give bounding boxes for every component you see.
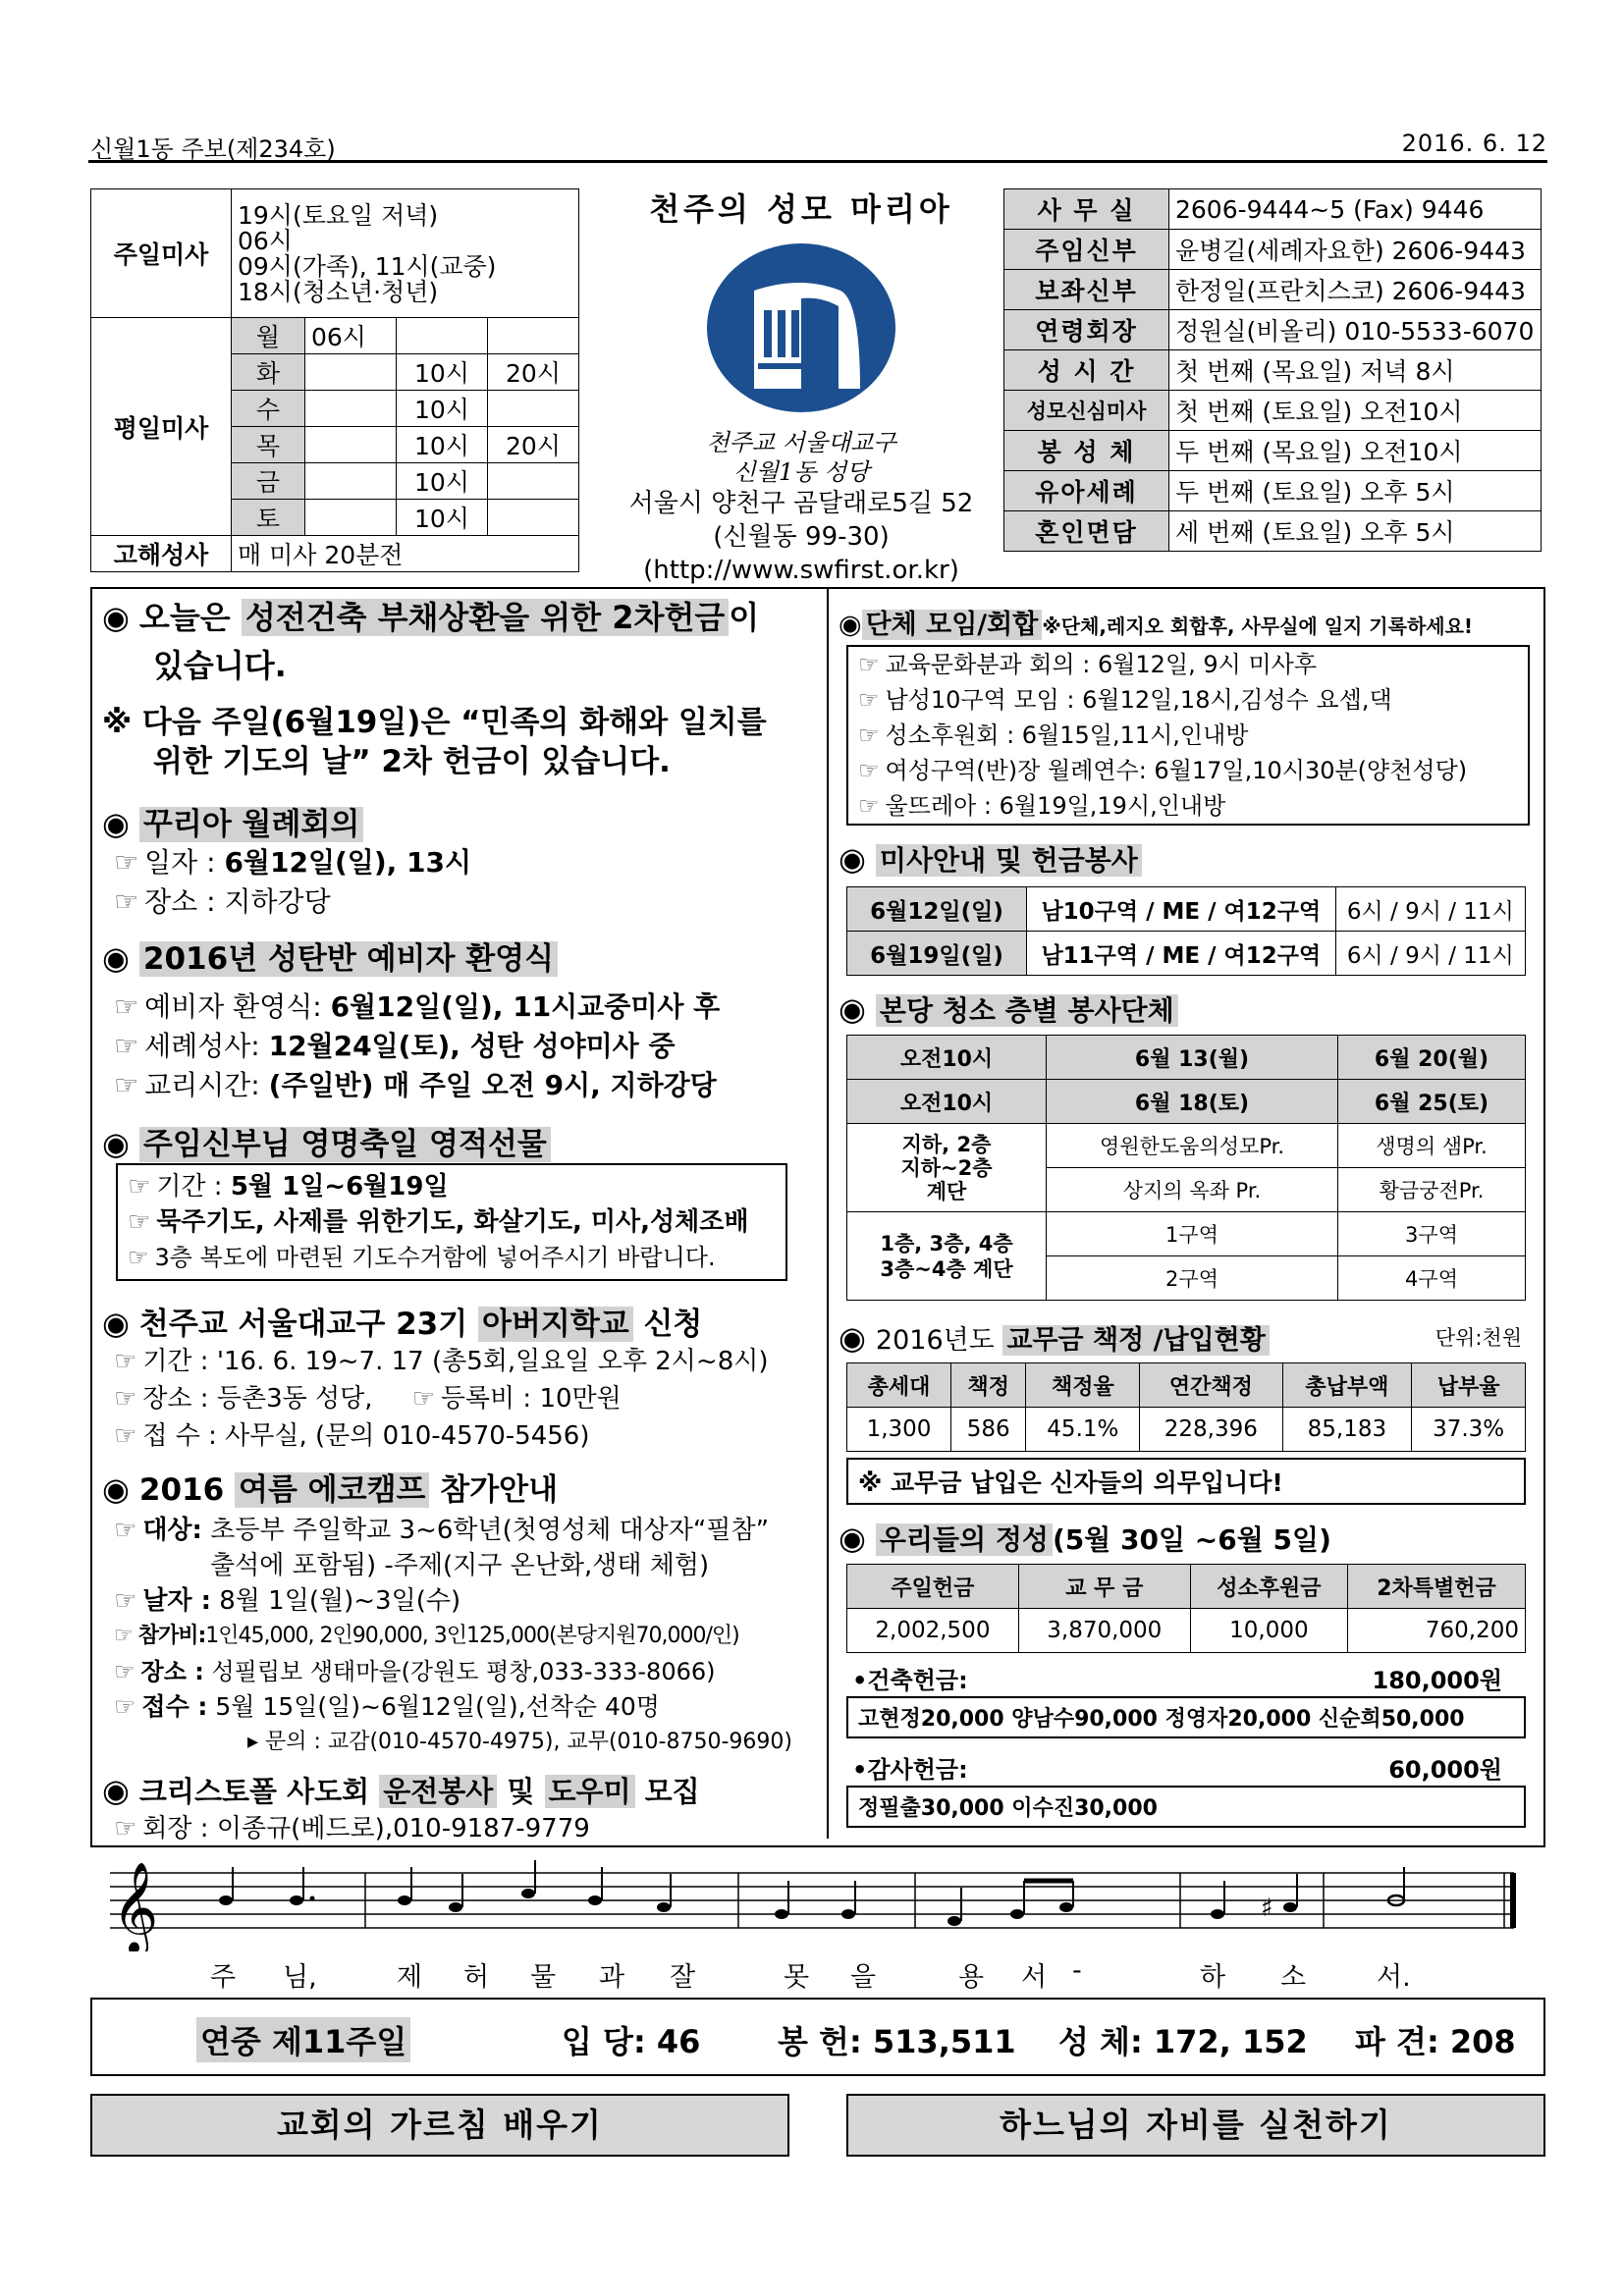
office-value: 한정일(프란치스코) 2606-9443 <box>1169 270 1542 310</box>
section-christopher: ◉ 크리스토폴 사도회 운전봉사 및 도우미 모집 <box>102 1772 700 1809</box>
pointing-hand-icon: ☞ <box>114 1384 137 1414</box>
confession-label: 고해성사 <box>91 536 232 572</box>
bulletin-date: 2016. 6. 12 <box>1401 130 1547 157</box>
weekday-time: 10시 <box>397 354 488 391</box>
dues-value: 85,183 <box>1282 1408 1412 1452</box>
eco-camp-target: ☞ 대상: 초등부 주일학교 3~6학년(첫영성체 대상자“필참” <box>114 1516 770 1545</box>
section-dues: ◉ 2016년도 교무금 책정 /납입현황 단위:천원 <box>839 1319 1522 1357</box>
weekday-time: 10시 <box>397 500 488 536</box>
weekday-day: 토 <box>232 500 305 536</box>
offering-value: 760,200 <box>1348 1609 1526 1653</box>
service-times: 6시 / 9시 / 11시 <box>1335 932 1525 976</box>
bullet-icon: ◉ <box>102 1772 130 1809</box>
svg-text:♯: ♯ <box>1261 1894 1273 1923</box>
weekly-stats-bar <box>90 1998 1545 2076</box>
bullet-icon: ◉ <box>102 939 130 977</box>
logo-text-diocese: 천주교 서울대교구 <box>706 429 896 456</box>
cleaning-group: 황금궁전Pr. <box>1338 1168 1526 1212</box>
eco-camp-apply: ☞ 접수 : 5월 15일(일)~6월12일(일),선착순 40명 <box>114 1692 660 1721</box>
feast-gift-note: ☞ 3층 복도에 마련된 기도수거함에 넣어주시기 바랍니다. <box>128 1244 716 1271</box>
father-school-registration: ☞ 접 수 : 사무실, (문의 010-4570-5456) <box>114 1421 590 1451</box>
teaching-title: 교회의 가르침 배우기 <box>90 2094 789 2157</box>
office-value: 윤병길(세례자요한) 2606-9443 <box>1169 230 1542 270</box>
office-value: 두 번째 (토요일) 오후 5시 <box>1169 471 1542 511</box>
offering-value: 2,002,500 <box>847 1609 1019 1653</box>
section-eco-camp: ◉ 2016 여름 에코캠프 참가안내 <box>102 1470 559 1508</box>
meeting-item: ☞ 울뜨레아 : 6월19일,19시,인내방 <box>858 792 1226 820</box>
sunday-line: 19시(토요일 저녁) <box>238 201 439 230</box>
right-column <box>839 603 1532 1828</box>
weekday-time: 10시 <box>397 427 488 463</box>
weekday-time <box>397 318 488 354</box>
cleaning-area: 1층, 3층, 4층 3층~4층 계단 <box>847 1212 1047 1301</box>
pointing-hand-icon: ☞ <box>114 1030 139 1062</box>
pointing-hand-icon: ☞ <box>858 757 880 784</box>
weekday-time <box>488 318 579 354</box>
dues-header: 연간책정 <box>1140 1363 1282 1408</box>
meeting-item: ☞ 성소후원회 : 6월15일,11시,인내방 <box>858 721 1249 749</box>
weekday-time <box>305 427 397 463</box>
catechism-line: ☞ 교리시간: (주일반) 매 주일 오전 9시, 지하강당 <box>114 1069 717 1101</box>
office-label: 혼인면담 <box>1004 511 1169 552</box>
office-label: 주임신부 <box>1004 230 1169 270</box>
bullet-icon: ◉ <box>102 599 130 636</box>
offering-header: 주일헌금 <box>847 1565 1019 1609</box>
weekday-time <box>488 463 579 500</box>
parish-url[interactable]: (http://www.swfirst.or.kr) <box>643 556 959 585</box>
cleaning-date: 6월 18(토) <box>1047 1080 1338 1124</box>
office-label: 성 시 간 <box>1004 350 1169 391</box>
office-value: 첫 번째 (토요일) 오전10시 <box>1169 391 1542 431</box>
curia-date: ☞ 일자 : 6월12일(일), 13시 <box>114 846 472 879</box>
office-info-table <box>1003 188 1542 552</box>
pointing-hand-icon: ☞ <box>114 1421 137 1451</box>
service-times: 6시 / 9시 / 11시 <box>1335 887 1525 932</box>
cleaning-group: 상지의 옥좌 Pr. <box>1047 1168 1338 1212</box>
column-divider <box>827 587 829 1839</box>
office-label: 사 무 실 <box>1004 189 1169 230</box>
bullet-icon: ◉ <box>102 805 130 842</box>
stat-entry: 입 당: 46 <box>562 2023 701 2060</box>
pointing-hand-icon: ☞ <box>114 846 139 879</box>
pointing-hand-icon: ☞ <box>114 1624 133 1648</box>
dues-header: 책정 <box>951 1363 1026 1408</box>
building-donors: 고현정20,000 양남수90,000 정영자20,000 신순희50,000 <box>846 1696 1526 1738</box>
mass-service-table <box>846 886 1526 976</box>
left-column <box>102 595 819 1847</box>
weekday-day: 수 <box>232 391 305 427</box>
eco-camp-date: ☞ 날자 : 8월 1일(월)~3일(수) <box>114 1586 461 1616</box>
bullet-icon: ◉ <box>102 1470 130 1508</box>
service-date: 6월19일(일) <box>847 932 1027 976</box>
office-value: 첫 번째 (목요일) 저녁 8시 <box>1169 350 1542 391</box>
christopher-contact: ☞ 회장 : 이종규(베드로),010-9187-9779 <box>114 1814 590 1843</box>
weekday-mass-label: 평일미사 <box>91 318 232 536</box>
parish-name: 천주의 성모 마리아 <box>649 190 953 228</box>
cleaning-date: 6월 25(토) <box>1338 1080 1526 1124</box>
cleaning-group: 1구역 <box>1047 1212 1338 1256</box>
pointing-hand-icon: ☞ <box>858 721 880 749</box>
office-label: 보좌신부 <box>1004 270 1169 310</box>
dues-value: 586 <box>951 1408 1026 1452</box>
pointing-hand-icon: ☞ <box>114 1692 136 1721</box>
dues-header: 총세대 <box>847 1363 951 1408</box>
cleaning-area: 지하, 2층 지하~2층 계단 <box>847 1124 1047 1212</box>
cleaning-group: 2구역 <box>1047 1256 1338 1301</box>
weekday-time <box>488 500 579 536</box>
weekday-day: 월 <box>232 318 305 354</box>
sunday-mass-label: 주일미사 <box>91 189 232 318</box>
confession-value: 매 미사 20분전 <box>232 536 579 572</box>
pointing-hand-icon: ☞ <box>858 686 880 714</box>
thanks-offering: •감사헌금: 60,000원 <box>852 1756 1502 1784</box>
curia-place: ☞ 장소 : 지하강당 <box>114 885 331 918</box>
office-label: 성모신심미사 <box>1004 391 1169 431</box>
office-label: 연령회장 <box>1004 310 1169 350</box>
mass-schedule-table <box>90 188 579 572</box>
pointing-hand-icon: ☞ <box>114 1347 137 1376</box>
bullet-icon: ◉ <box>839 1520 866 1557</box>
staff-svg <box>90 1853 1542 1951</box>
lyrics: 주 님, 제 허 물 과 잘 못 을 용 서 - 하 소 서. <box>210 1955 1411 1993</box>
section-offerings: ◉ 우리들의 정성 (5월 30일 ~6월 5일) <box>839 1520 1331 1557</box>
pointing-hand-icon: ☞ <box>128 1207 151 1237</box>
section-mass-service: ◉ 미사안내 및 헌금봉사 <box>839 839 1532 879</box>
weekday-time: 06시 <box>305 318 397 354</box>
dues-table <box>846 1362 1526 1452</box>
stat-dispatch: 파 견: 208 <box>1355 2023 1516 2060</box>
weekday-time <box>488 391 579 427</box>
dues-note: ※ 교무금 납입은 신자들의 의무입니다! <box>846 1458 1526 1505</box>
logo-text-parish: 신월1동 성당 <box>732 458 870 486</box>
welcome-line: ☞ 예비자 환영식: 6월12일(일), 11시교중미사 후 <box>114 990 721 1023</box>
offerings-table <box>846 1564 1526 1653</box>
bullet-icon: ◉ <box>839 840 866 878</box>
cleaning-date: 6월 13(월) <box>1047 1036 1338 1080</box>
building-offering: •건축헌금: 180,000원 <box>852 1667 1502 1694</box>
sunday-line: 18시(청소년·청년) <box>238 278 439 306</box>
weekday-time <box>305 354 397 391</box>
pointing-hand-icon: ☞ <box>858 792 880 820</box>
meeting-item: ☞ 남성10구역 모임 : 6월12일,18시,김성수 요셉,댁 <box>858 686 1392 714</box>
pointing-hand-icon: ☞ <box>128 1244 149 1271</box>
dues-unit: 단위:천원 <box>1435 1326 1522 1350</box>
eco-camp-target-line2: 출석에 포함됨) -주제(지구 온난화,생태 체험) <box>210 1551 710 1580</box>
notice-next-sunday: ※ 다음 주일(6월19일)은 “민족의 화해와 일치를 <box>102 705 767 740</box>
notice-line: 있습니다. <box>153 647 287 684</box>
pointing-hand-icon: ☞ <box>114 1658 135 1685</box>
eco-camp-place: ☞ 장소 : 성필립보 생태마을(강원도 평창,033-333-8066) <box>114 1658 716 1685</box>
pointing-hand-icon: ☞ <box>114 1069 139 1101</box>
section-welcome: ◉ 2016년 성탄반 예비자 환영식 <box>102 934 819 978</box>
pointing-hand-icon: ☞ <box>128 1172 151 1201</box>
cleaning-time: 오전10시 <box>847 1080 1047 1124</box>
service-group: 남11구역 / ME / 여12구역 <box>1027 932 1336 976</box>
sunday-line: 09시(가족), 11시(교중) <box>238 252 497 281</box>
office-label: 유아세례 <box>1004 471 1169 511</box>
parish-block <box>585 185 1017 587</box>
feast-gift-period: ☞ 기간 : 5월 1일~6월19일 <box>128 1172 449 1201</box>
cleaning-time: 오전10시 <box>847 1036 1047 1080</box>
dues-value: 228,396 <box>1140 1408 1282 1452</box>
dues-value: 1,300 <box>847 1408 951 1452</box>
notice-second-collection: ◉ 오늘은 성전건축 부채상환을 위한 2차헌금 이 <box>102 599 760 636</box>
bullet-icon: ◉ <box>102 1125 130 1162</box>
father-school-period: ☞ 기간 : '16. 6. 19~7. 17 (총5회,일요일 오후 2시~8시) <box>114 1347 769 1376</box>
service-date: 6월12일(일) <box>847 887 1027 932</box>
section-father-school: ◉ 천주교 서울대교구 23기 아버지학교 신청 <box>102 1305 703 1342</box>
pointing-hand-icon: ☞ <box>114 885 139 918</box>
weekday-day: 금 <box>232 463 305 500</box>
cleaning-group: 3구역 <box>1338 1212 1526 1256</box>
pointing-hand-icon: ☞ <box>114 1814 137 1843</box>
pointing-hand-icon: ☞ <box>114 990 139 1023</box>
liturgical-week: 연중 제11주일 <box>196 2017 410 2062</box>
parish-old-address: (신월동 99-30) <box>713 522 890 552</box>
feast-gift-box <box>116 1163 787 1281</box>
office-value: 정원실(비올리) 010-5533-6070 <box>1169 310 1542 350</box>
parish-logo-icon <box>703 241 899 418</box>
dues-value: 45.1% <box>1026 1408 1140 1452</box>
baptism-line: ☞ 세례성사: 12월24일(토), 성탄 성야미사 중 <box>114 1030 676 1062</box>
group-meetings-box <box>846 645 1530 826</box>
section-curia: ◉ 꾸리아 월례회의 <box>102 799 819 843</box>
stat-communion: 성 체: 172, 152 <box>1058 2023 1308 2060</box>
dues-header: 납부율 <box>1412 1363 1526 1408</box>
dues-header: 책정율 <box>1026 1363 1140 1408</box>
section-feast-gift: ◉ 주임신부님 영명축일 영적선물 <box>102 1119 819 1163</box>
dues-header: 총납부액 <box>1282 1363 1412 1408</box>
office-label: 봉 성 체 <box>1004 431 1169 471</box>
mercy-title: 하느님의 자비를 실천하기 <box>846 2094 1545 2157</box>
cleaning-date: 6월 20(월) <box>1338 1036 1526 1080</box>
section-group-meetings: ◉ 단체 모임/회합 ※단체,레지오 회합후, 사무실에 일지 기록하세요! <box>839 610 1474 640</box>
bullet-icon: ◉ <box>102 1305 130 1342</box>
cleaning-group: 생명의 샘Pr. <box>1338 1124 1526 1168</box>
father-school-place: ☞ 장소 : 등촌3동 성당, ☞ 등록비 : 10만원 <box>114 1384 622 1414</box>
notice-next-sunday-line2: 위한 기도의 날” 2차 헌금이 있습니다. <box>153 744 671 779</box>
feast-gift-prayers: ☞ 묵주기도, 사제를 위한기도, 화살기도, 미사,성체조배 <box>128 1207 749 1237</box>
office-value: 세 번째 (토요일) 오후 5시 <box>1169 511 1542 552</box>
meeting-item: ☞ 여성구역(반)장 월례연수: 6월17일,10시30분(양천성당) <box>858 757 1468 784</box>
cleaning-group: 4구역 <box>1338 1256 1526 1301</box>
pointing-hand-icon: ☞ <box>114 1516 137 1545</box>
offering-value: 10,000 <box>1190 1609 1347 1653</box>
bullet-icon: ◉ <box>839 1319 866 1357</box>
weekday-time <box>305 463 397 500</box>
music-staff <box>90 1853 1542 1991</box>
meeting-item: ☞ 교육문화분과 회의 : 6월12일, 9시 미사후 <box>858 651 1318 678</box>
cleaning-table <box>846 1035 1526 1301</box>
sunday-line: 06시 <box>238 227 293 255</box>
service-group: 남10구역 / ME / 여12구역 <box>1027 887 1336 932</box>
stat-offering: 봉 헌: 513,511 <box>778 2023 1016 2060</box>
pointing-hand-icon: ☞ <box>411 1384 435 1414</box>
pointing-hand-icon: ☞ <box>858 651 880 678</box>
pointing-hand-icon: ☞ <box>114 1586 137 1616</box>
bullet-icon: ◉ <box>839 610 862 640</box>
bullet-icon: ◉ <box>839 990 866 1028</box>
weekday-time: 10시 <box>397 391 488 427</box>
offering-header: 교 무 금 <box>1018 1565 1190 1609</box>
header-rule <box>88 160 1547 163</box>
weekday-time: 20시 <box>488 354 579 391</box>
thanks-donors: 정필출30,000 이수진30,000 <box>846 1786 1526 1828</box>
offering-value: 3,870,000 <box>1018 1609 1190 1653</box>
bulletin-title: 신월1동 주보(제234호) <box>90 135 336 163</box>
weekday-time <box>305 391 397 427</box>
svg-text:𝄞: 𝄞 <box>112 1861 159 1951</box>
eco-camp-contact: ▸ 문의 : 교감(010-4570-4975), 교무(010-8750-9690) <box>247 1730 792 1754</box>
weekday-time <box>305 500 397 536</box>
parish-address: 서울시 양천구 곰달래로5길 52 <box>628 489 974 518</box>
weekday-time: 10시 <box>397 463 488 500</box>
office-value: 2606-9444~5 (Fax) 9446 <box>1169 189 1542 230</box>
dues-value: 37.3% <box>1412 1408 1526 1452</box>
weekday-time: 20시 <box>488 427 579 463</box>
weekday-day: 목 <box>232 427 305 463</box>
section-cleaning: ◉ 본당 청소 층별 봉사단체 <box>839 989 1532 1029</box>
eco-camp-fee: ☞ 참가비:1인45,000, 2인90,000, 3인125,000(본당지원70,000/인) <box>114 1624 739 1648</box>
offering-header: 2차특별헌금 <box>1348 1565 1526 1609</box>
cleaning-group: 영원한도움의성모Pr. <box>1047 1124 1338 1168</box>
office-value: 두 번째 (목요일) 오전10시 <box>1169 431 1542 471</box>
offering-header: 성소후원금 <box>1190 1565 1347 1609</box>
weekday-day: 화 <box>232 354 305 391</box>
